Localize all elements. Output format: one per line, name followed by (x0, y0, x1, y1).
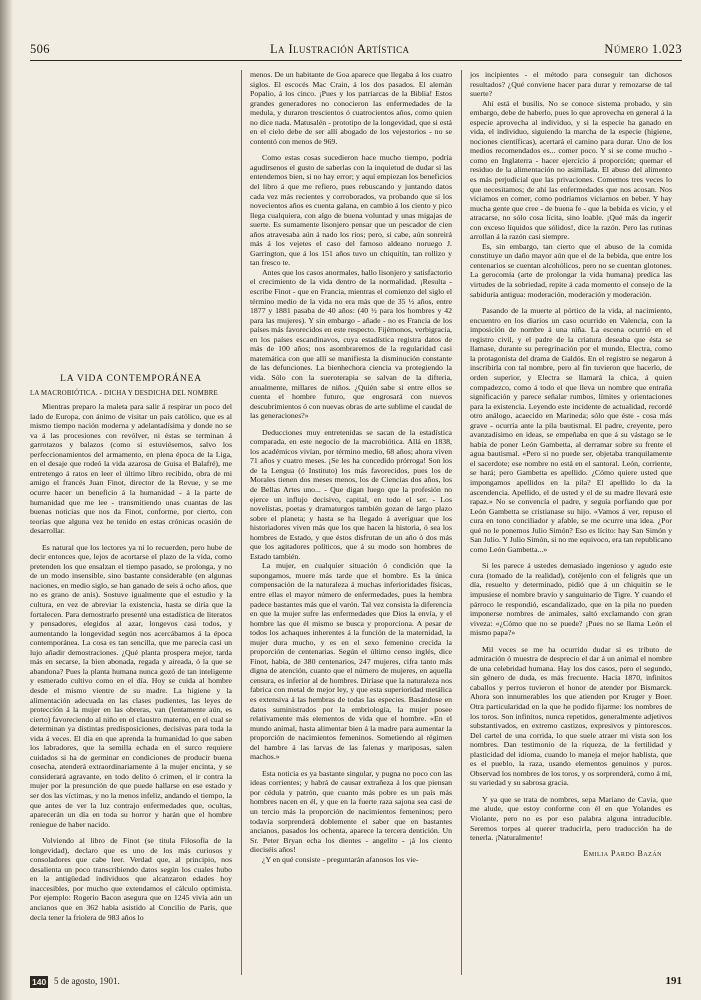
page-number: 506 (30, 42, 50, 56)
paragraph: Esta noticia es ya bastante singular, y pugna no poco con las ideas corrientes; y habrá de causar extrañeza á los que piensan por cédula y patrón, que cuanto más pobre es un país más hombres nacen en él, y que en la fuerte raza sajona sea casi de un tercio más la proporción de nacimientos femeninos; pero todavía sorprenderá doblemente el saber que en bastantes ancianos, pasados los ochenta, aparece la tercera dentición. Un Sr. Peter Bryan echa los dientes - angelito - ¡á los ciento dieciséis años! (250, 768, 452, 855)
paragraph: Pasando de la muerte al pórtico de la vida, al nacimiento, encuentro en los diarios un caso ocurrido en Valencia, con la imposición de nombre á una niña. La escena ocurrió en el registro civil, y el padre de la criatura deseaba que ésta se llamase, durante su peregrinación por el mundo, Electra, como la protagonista del drama de Galdós. En el registro se negaron á inscribirla con tal nombre, pero al fin tuvieron que hacerlo, de orden superior, y Electra se llamará la chica, á quien compadezco, como á todo el que lleva un nombre que entraña significación y parece señalar rumbos, límites y orientaciones para la existencia. Leyendo este incidente de actualidad, recordé otro análogo, acaecido en Marineda; sólo que éste - cosa más grave - ocurría ante la pila bautismal. El padre, creyente, pero avanzadísimo en ideas, se empeñaba en que á su vástago se le había de poner León Gambetta, al derramar sobre su frente el agua bautismal. «Pero si no puede ser, objetaba tranquilamente el sacerdote; ese nombre no está en el santoral. León, corriente, se hará; pero Gambetta es apellido. ¿Cómo quiere usted que impongamos apellidos en la pila? El apellido lo da la ascendencia. Apellido, el de usted y el de su madre llevará este rapaz.» No se convencía el padre, y seguía porfiando que por León Gambetta se cristianase su hijo. «Vamos á ver, repuso el cura en tono conciliador y afable, se me ocurre una idea. ¿Por qué no le ponemos Julio Simón? Eso es lícito: hay San Simón y San Julio. Y Julio Simón, si no me equivoco, era tan republicano como León Gambetta...» (470, 306, 672, 554)
section-title: LA VIDA CONTEMPORÁNEA (60, 374, 202, 384)
folio-number: 191 (665, 975, 682, 987)
column-divider (241, 70, 242, 975)
paragraph: La mujer, en cualquier situación ó condición que la supongamos, muere más tarde que el hombre. Es la única compensación de la naturaleza á muchas inferioridades físicas, entre ellas el mayor número de enfermedades, pues la hembra padece bastantes más que el varón. Tal vez consista la diferencia en que la mujer sufre las enfermedades que Dios la envía, y el hombre las que él mismo se busca y proporciona. A pesar de todos los achaques inherentes á la función de la maternidad, la mujer dura mucho, y es en el sexo femenino crecida la proporción de centenarias. Según el último censo inglés, dice Finot, había, de 380 centenarios, 247 mujeres, cifra tanto más digna de atención, cuanto que el número de mujeres, en aquella censura, es inferior al de hombres. Diríase que la naturaleza nos fabrica con metal de mejor ley, y que esta superioridad metálica es extensiva á las hembras de todas las especies. Basándose en datos suministrados por la embriología, la mujer posee relativamente más elementos de vida que el hombre. «En el mundo animal, hasta alimentar bien á la madre para aumentar la proporción de nacimientos femeninos. Sometiendo al régimen del hambre á las larvas de las falenas y mariposas, salen machos.» (250, 561, 452, 762)
paragraph: Es natural que los lectores ya ni lo recuerden, pero hube de decir entonces que, lejos de acortarse el plazo de la vida, como pretenden los que ensalzan el tiempo pasado, se prolonga, y no de un modo insensible, sino bastante considerable (en algunas naciones, en medio siglo, se han ganado de seis á ocho años, que no es grano de anís). Sostuve igualmente que el estudio y la cultura, en vez de abreviar la existencia, hasta se diría que la fortalecen. Para demostrarlo presenté una estadística de literatos y pensadores, elegidos al azar, longevos casi todos, y aumentando la longevidad según nos acercábamos á la época contemporánea. La cosa es tan sencilla, que me parecía casi un lujo añadir demostraciones. ¿Qué planta prospera mejor, tarda más en secarse, la bien abonada, regada y aireada, ó la que se abandona? Pues la planta humana nunca gozó de tan inteligente y esmerado cultivo como en el día. Hoy se cuida al hombre desde el mismo vientre de su madre. La higiene y la alimentación adecuada en las clases pudientes, las leyes de protección á la mujer en las obreras, van (lentamente aún, es cierto) favoreciendo al niño en el claustro materno, en el cual se determinan ya distintas predisposiciones, decisivas para toda la vida á veces. El día en que aprenda la humanidad lo que saben los labradores, que la semilla echada en el surco requiere cuidados si ha de germinar en condiciones de producir buena cosecha, atenderá extraordinariamente á la mujer encinta, y se considerará agravante, en todo delito ó crimen, el ir contra la mujer por la presunción de que puede hallarse en ese estado y ser dos las víctimas, y no la menos infeliz, andando el tiempo, la que antes de ver la luz contrajo enfermedades que, ocultas, aparecerán un día en toda su horror y harán que el hombre reniegue de haber nacido. (30, 542, 232, 829)
paragraph: Si les parece á ustedes demasiado ingenioso y agudo este cura (tomado de la realidad), cotéjenlo con el feligrés que un día, resuelto y determinado, pidió que á un chiquitín se le impusiese el nombre bravío y sanguinario de Tigre. Y cuando el párroco le respondió, escandalizado, que en la pila no pueden imponerse nombres de animales, saltó exclamando con gran viveza: «¿Cómo que no se puede? ¡Pues no se llama León el mismo papa?» (470, 561, 672, 638)
magazine-page (30, 40, 682, 995)
text-column-2 (250, 70, 452, 980)
paragraph: jos incipientes - el método para conseguir tan dichosos resultados? ¿Qué conviene hacer para durar y remozarse de tal suerte? (470, 70, 672, 99)
paragraph: Mil veces se me ha ocurrido dudar si es tributo de admiración ó muestra de desprecio el dar á un animal el nombre de una celebridad humana. Hay los dos casos, pero el segundo, sin género de duda, es más frecuente. Hacia 1870, infinitos caballos y perros tuvieron el honor de atender por Bismarck. Ahora son innumerables los que atienden por Kruger y Boer. Otra particularidad en la que he podido fijarme: los nombres de los toros. Son infinitos, nunca repetidos, generalmente adjetivos substantivados, en extremo castizos, expresivos y pintorescos. Del cartel de una corrida, lo que suele atraer mi vista son los nombres. Dan testimonio de la riqueza, de la fertilidad y plasticidad del idioma, cuando lo maneja el mejor hablista, que es el pueblo, la raza, usando elementos genuinos y puros. Observad los nombres de los toros, y os sorprenderá, como á mí, su variedad y su sabrosa gracia. (470, 644, 672, 788)
paragraph: Es, sin embargo, tan cierto que el abuso de la comida constituye un daño mayor aún que el de la bebida, que entre los centenarios se cuentan alcohólicos, pero no se cuentan glotones. La gerocomía (arte de prolongar la vida humana) predica las virtudes de la sobriedad, repite á cada momento el consejo de la sabiduría antigua: moderación, moderación y moderación. (470, 241, 672, 299)
issue-date: 5 de agosto, 1901. (54, 976, 120, 986)
article-subtitle: LA MACROBIÓTICA. - DICHA Y DESDICHA DEL NOMBRE (30, 389, 218, 397)
footer-badge: 140 (32, 977, 47, 987)
text-column-3 (470, 70, 672, 980)
paragraph: ¿Y en qué consiste - preguntarán afanosos los vie- (262, 854, 419, 864)
page-header (30, 40, 682, 61)
paragraph: Mientras preparo la maleta para salir á respirar un poco del lado de Europa, con ánimo de visitar un país católico, que es al mismo tiempo nación moderna y adelantadísima y donde no se va á las procesiones con revólver, ni éstas se terminan á garrotazos y balazos (como si estuviésemos, salvo los perfeccionamientos del armamento, en plena época de la Liga, en el desaje que rodeó la vida azarosa de Guisa el Balafré), me entretengo á ratos en leer el último libro recibido, obra de mi amigo el francés Juan Finot, director de la Revue, y se me ocurre hacer un beneficio á la humanidad - á la parte de humanidad que me lee - transmitiendo unas cuantas de las buenas noticias que nos da Finot, conforme, por cierto, con teorías que alguna vez he tenido en estas crónicas ocasión de desarrollar. (30, 402, 232, 536)
column-divider (461, 70, 462, 975)
magazine-title: La Ilustración Artística (270, 42, 410, 56)
paragraph: Y ya que se trata de nombres, sepa Mariano de Cavia, que me alude, que estoy conforme con él en que Yolandes es Violante, pero no es por eso palabra alguna intraducible. Seremos torpes al querer traducirla, pero traducción ha de tenerla. ¡Naturalmente! (470, 794, 672, 843)
paragraph: Como estas cosas sucedieron hace mucho tiempo, podría agudirsenos el gusto de saberlas con la inquietud de dudar si las entendemos bien, si no hay error; y aquí empiezan los beneficios del libro á que me refiero, pues rebuscando y juntando datos cada vez más recientes y corroborados, va probando que si los novecientos años es cuenta galana, en cambio á los ciento y pico llega cualquiera, con algo de buena voluntad y unas migajas de suerte. Es sumamente lisonjero pensar que un pescador de cien años atravesaba aún á nado los ríos; pero, si cabe, aún sonreirá más á los vejetes el caso del famoso aldeano noruego J. Garrington, que á los 151 años tuvo un chiquitín, tan rollizo y tan fresco te. (250, 153, 452, 268)
book-binding-shadow (0, 0, 13, 1000)
paragraph: Ahí está el busilis. No se conoce sistema probado, y sin embargo, debe de haberlo, pues lo que aprovecha en general á la especie aprovecha al individuo, y si la especie ha ganado en vida, el individuo, siguiendo la marcha de la especie (higiene, nociones científicas), acertará el camino para durar. Uno de los medios recomendados es... comer poco. Y si se come mucho - como en Inglaterra - hacer ejercicio á proporción; quemar el residuo de la alimentación no asimilada. El abuso del alimento es más perjudicial que las privaciones. Comemos tres veces lo que necesitamos; de ahí las enfermedades que nos acosan. Nos viciamos en comer, como podríamos viciarnos en beber. Y hay mucha gente que cree - de buena fe - que la bebida es vicio, y el atracarse, no sólo cosa lícita, sino loable. ¡Qué más da ingerir con exceso líquidos que sólidos!, dice la razón. Pero las rutinas arrollan á la razón casi siempre. (470, 98, 672, 242)
issue-number: Número 1.023 (604, 42, 682, 56)
text-column-1 (30, 70, 232, 980)
paragraph: Volviendo al libro de Finot (se titula Filosofía de la longevidad), declaro que es uno de los más curiosos y consoladores que cabe leer. Verdad que, al principio, nos desalienta un poco transcribiendo datos según los cuales hubo en la antigüedad individuos que alcanzaron edades hoy inaccesibles, por mucho que extendamos el cálculo optimista. Por ejemplo: Rogerio Bacon asegura que en 1245 vivía aún un ancianos que en 362 había asistido al Concilio de París, que decía tener la friolera de 983 años lo (30, 836, 232, 922)
paragraph: Deducciones muy entretenidas se sacan de la estadística comparada, en este negocio de la macrobiótica. Allá en 1838, los académicos vivían, por término medio, 68 años; ahora viven 71 años y cuatro meses. ¡Se les ha concedido prórroga! Son los de la Lengua (ó Instituto) los más favorecidos, pues los de Morales tienen dos meses menos, los de Ciencias dos años, los de Bellas Artes uno... - Que digan luego que la profesión no ejerce un influjo decisivo, capital, en todo el ser. - Los novelistas, poetas y dramaturgos también gozan de largo plazo sobre el planeta; y hasta se ha llegado á averiguar que los historiadores viven más que los que hacen la historia, ó sea los hombres de Estado, y que éstos disfrutan de un año ó dos más que los agitadores políticos, que á su modo son hombres de Estado también. (250, 427, 452, 561)
paragraph: menos. De un habitante de Goa aparece que llegaba á los cuatro siglos. El escocés Mac Crain, á los dos pasados. El alemán Popalio, á los cinco. ¡Pues y los patriarcas de la Biblia! Estos grandes generadores no conocieron las enfermedades de la medula, y duraron trescientos ó cuatrocientos años, como quien no dice nada. Matusalén - prototipo de la longevidad, que si está en el cielo debe de ser allí abogado de los vejestorios - no se contentó con menos de 969. (250, 70, 452, 146)
page-footer (30, 975, 682, 993)
paragraph: Antes que los casos anormales, hallo lisonjero y satisfactorio el crecimiento de la vida dentro de la normalidad. ¡Resulta - escribe Finot - que en Francia, mientras el comienzo del siglo el término medio de la vida no era más que de 35 ½ años, entre 1877 y 1881 pasaba de 40 años: (40 ½ para los hombres y 42 para las mujeres). Y sin embargo - añade - no es Francia de los países más favorecidos en este respecto. Fijémonos, verbigracia, en los países escandinavos, cuya estadística registra datos de más de 100 años; nos asombraremos de la regularidad casi matemática con que allí se manifiesta la disminución constante de las defunciones. La bienhechora ciencia va protegiendo la vida. Sólo con la sueroterapia se salvan de la difteria, anualmente, millares de niños. ¿Quién sabe si entre ellos se cuenta el hombre futuro, que engrosará con nuevos descubrimientos ó con nuevas obras de arte sublime el caudal de las generaciones?» (250, 267, 452, 421)
author-signature: Emilia Pardo Bazán (583, 848, 662, 858)
